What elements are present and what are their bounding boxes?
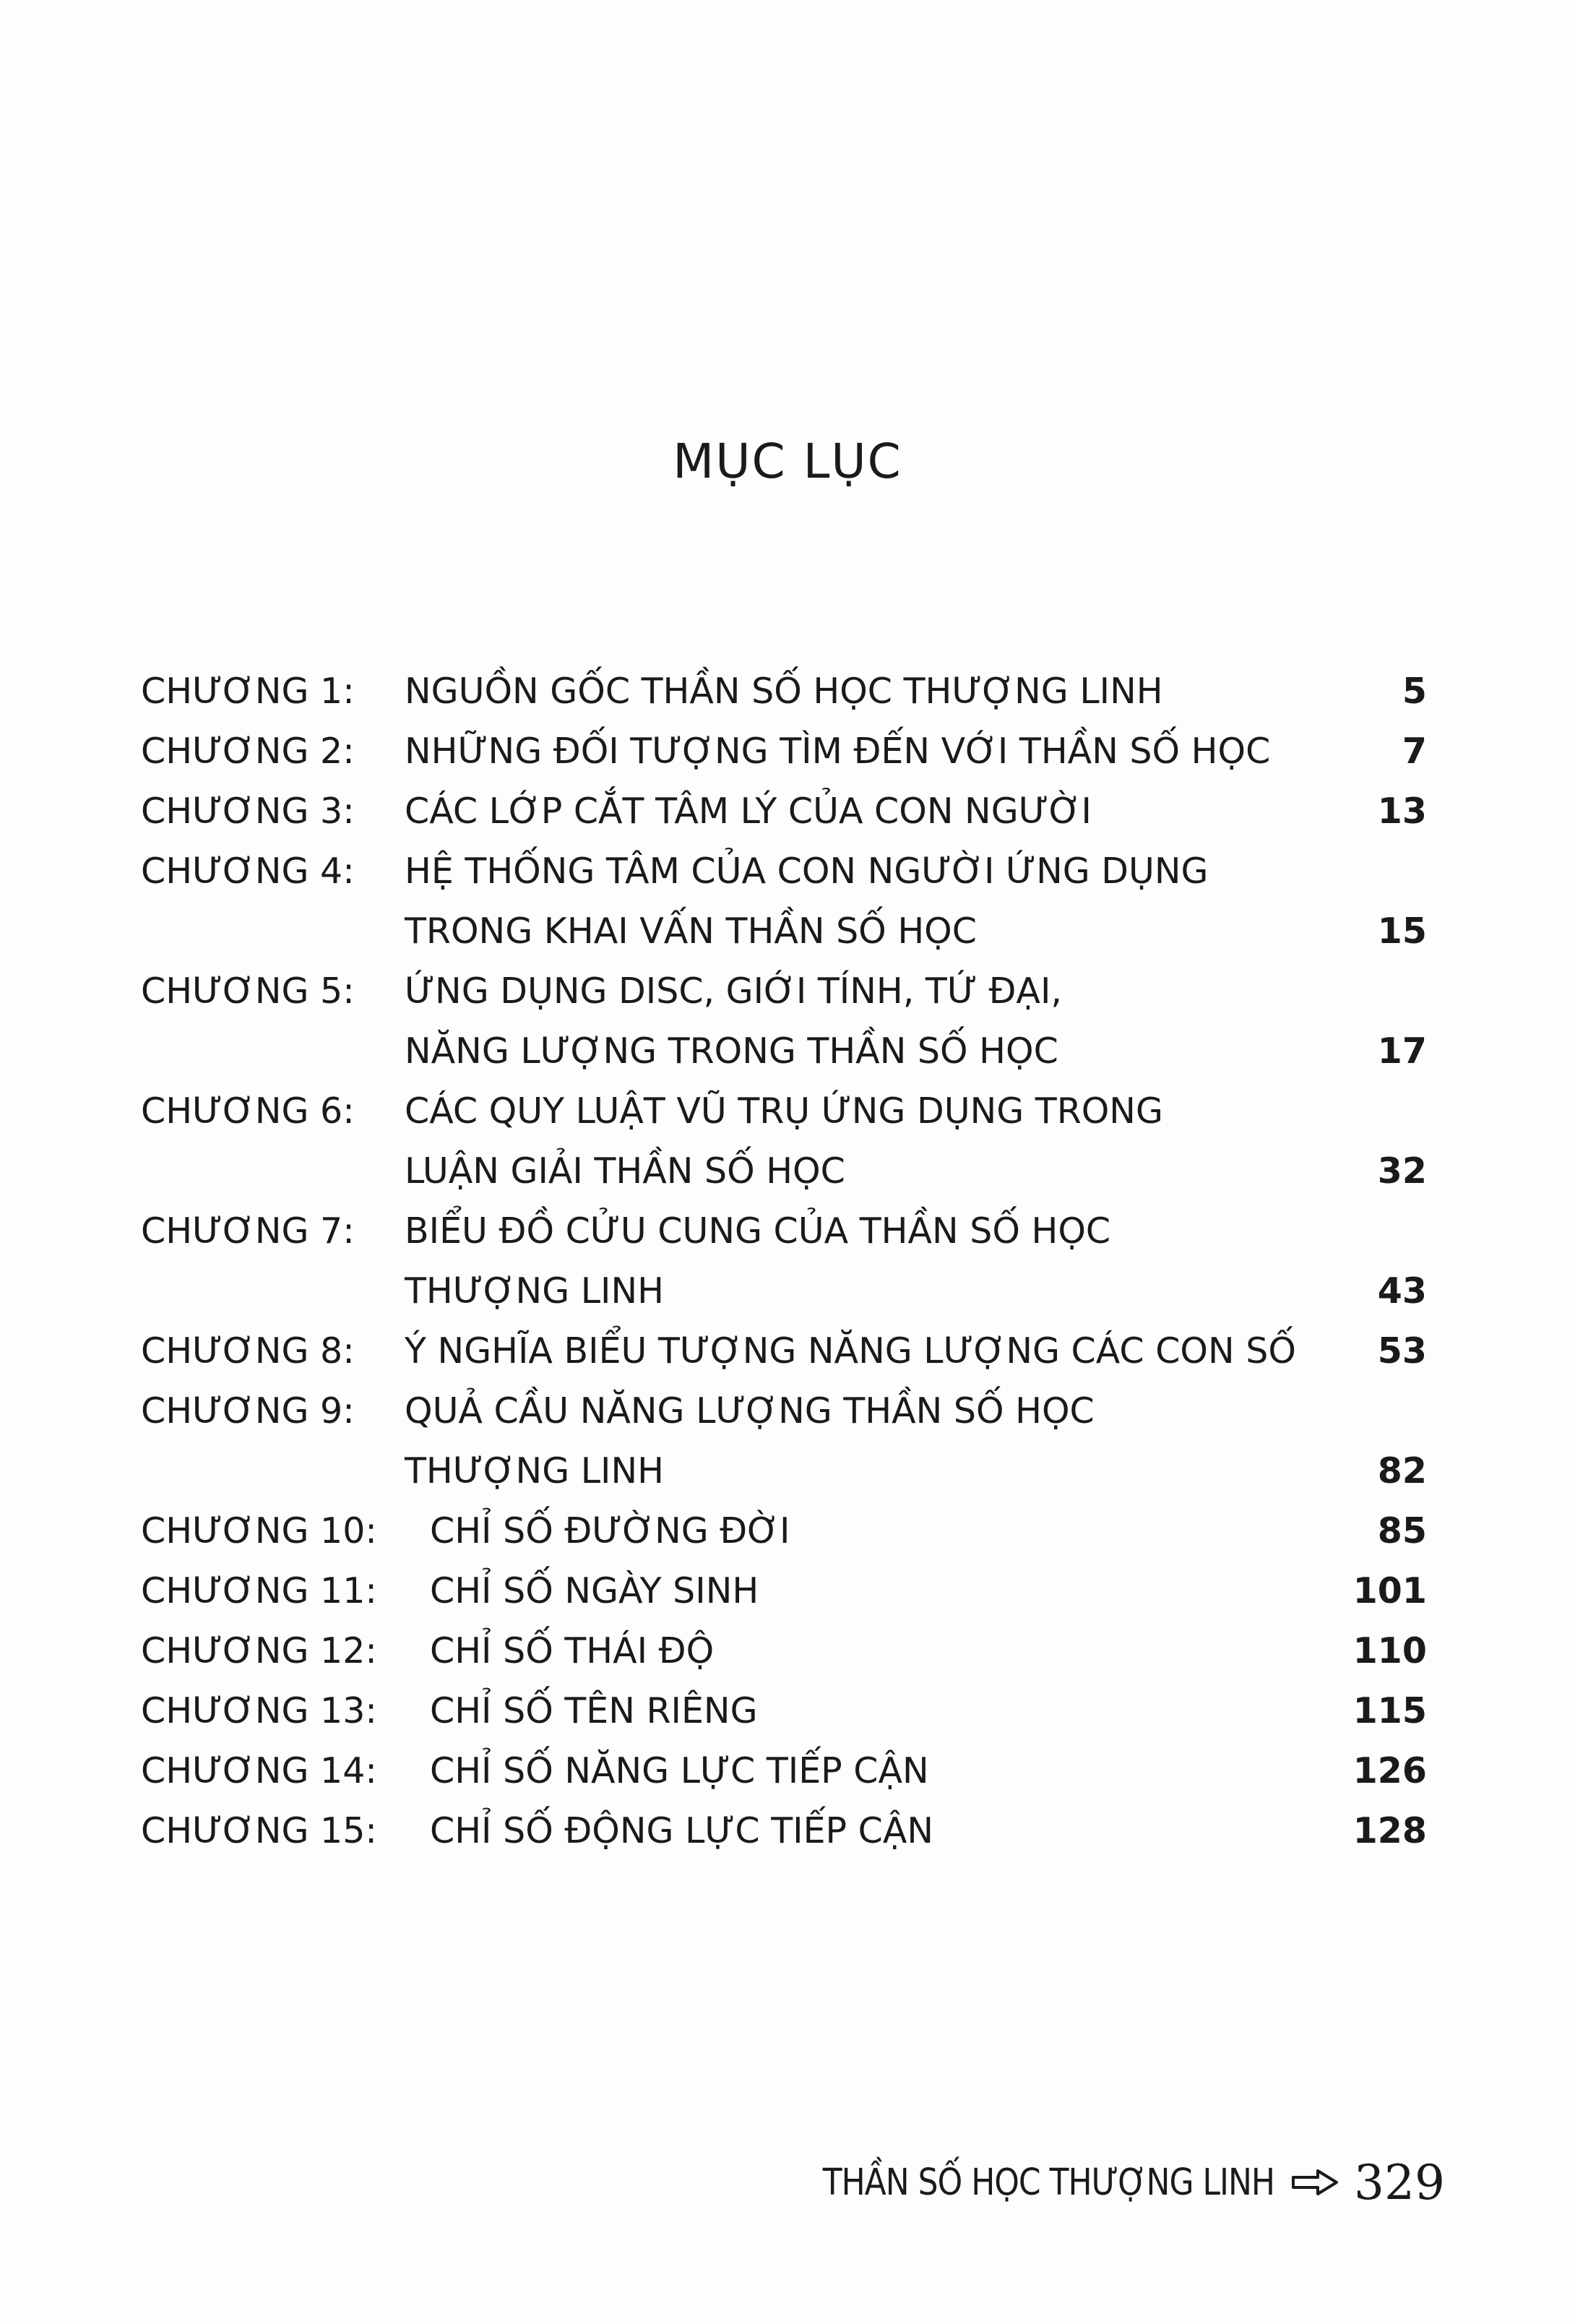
toc-entry bbox=[141, 1501, 1427, 1561]
chapter-label: CHƯƠNG 1: bbox=[141, 671, 355, 712]
chapter-label: CHƯƠNG 15: bbox=[141, 1810, 377, 1851]
toc-entry bbox=[141, 781, 1427, 841]
chapter-title: CHỈ SỐ ĐỘNG LỰC TIẾP CẬN bbox=[430, 1810, 934, 1851]
toc-line bbox=[141, 1501, 1427, 1561]
chapter-page-number: 15 bbox=[1377, 911, 1427, 952]
chapter-label: CHƯƠNG 12: bbox=[141, 1630, 377, 1671]
toc-entry bbox=[141, 1381, 1427, 1501]
toc-line bbox=[141, 1321, 1427, 1381]
running-footer bbox=[823, 2150, 1445, 2215]
chapter-page-number: 13 bbox=[1377, 791, 1427, 832]
chapter-title: NGUỒN GỐC THẦN SỐ HỌC THƯỢNG LINH bbox=[405, 671, 1163, 712]
chapter-page-number: 17 bbox=[1377, 1030, 1427, 1072]
chapter-page-number: 115 bbox=[1352, 1690, 1427, 1731]
chapter-page-number: 110 bbox=[1352, 1630, 1427, 1671]
toc-entry bbox=[141, 1681, 1427, 1741]
toc-line bbox=[141, 1681, 1427, 1741]
toc-entry bbox=[141, 1561, 1427, 1621]
chapter-title: ỨNG DỤNG DISC, GIỚI TÍNH, TỨ ĐẠI, bbox=[405, 971, 1062, 1012]
chapter-page-number: 128 bbox=[1352, 1810, 1427, 1851]
toc-line bbox=[141, 1201, 1427, 1261]
chapter-title: BIỂU ĐỒ CỬU CUNG CỦA THẦN SỐ HỌC bbox=[405, 1210, 1111, 1252]
toc-entry bbox=[141, 1321, 1427, 1381]
chapter-title: NHỮNG ĐỐI TƯỢNG TÌM ĐẾN VỚI THẦN SỐ HỌC bbox=[405, 731, 1271, 772]
toc-line bbox=[141, 1021, 1427, 1081]
chapter-title: NĂNG LƯỢNG TRONG THẦN SỐ HỌC bbox=[405, 1030, 1058, 1072]
page-number: 329 bbox=[1354, 2154, 1445, 2211]
toc-entry bbox=[141, 721, 1427, 781]
chapter-title: HỆ THỐNG TÂM CỦA CON NGƯỜI ỨNG DỤNG bbox=[405, 851, 1209, 892]
toc-line bbox=[141, 1741, 1427, 1801]
chapter-label: CHƯƠNG 10: bbox=[141, 1510, 377, 1552]
chapter-page-number: 101 bbox=[1352, 1570, 1427, 1611]
chapter-page-number: 85 bbox=[1377, 1510, 1427, 1552]
toc-line bbox=[141, 1081, 1427, 1141]
chapter-label: CHƯƠNG 4: bbox=[141, 851, 355, 892]
chapter-label: CHƯƠNG 13: bbox=[141, 1690, 377, 1731]
footer-book-title: THẦN SỐ HỌC THƯỢNG LINH bbox=[822, 2161, 1275, 2204]
toc-line bbox=[141, 1261, 1427, 1321]
chapter-title: TRONG KHAI VẤN THẦN SỐ HỌC bbox=[405, 911, 977, 952]
toc-line bbox=[141, 961, 1427, 1021]
toc-entry bbox=[141, 1621, 1427, 1681]
toc-entry bbox=[141, 1801, 1427, 1861]
chapter-label: CHƯƠNG 2: bbox=[141, 731, 355, 772]
chapter-label: CHƯƠNG 8: bbox=[141, 1330, 355, 1372]
page-title: MỤC LỤC bbox=[673, 434, 902, 489]
chapter-title: LUẬN GIẢI THẦN SỐ HỌC bbox=[405, 1150, 845, 1192]
chapter-label: CHƯƠNG 3: bbox=[141, 791, 355, 832]
chapter-label: CHƯƠNG 11: bbox=[141, 1570, 377, 1611]
chapter-title: CÁC LỚP CẮT TÂM LÝ CỦA CON NGƯỜI bbox=[405, 791, 1092, 832]
chapter-page-number: 53 bbox=[1377, 1330, 1427, 1372]
toc-entry bbox=[141, 961, 1427, 1081]
chapter-title: CHỈ SỐ THÁI ĐỘ bbox=[430, 1630, 715, 1671]
table-of-contents bbox=[141, 661, 1427, 1861]
toc-line bbox=[141, 721, 1427, 781]
chapter-label: CHƯƠNG 6: bbox=[141, 1090, 355, 1132]
toc-entry bbox=[141, 661, 1427, 721]
chapter-title: CHỈ SỐ NGÀY SINH bbox=[430, 1570, 759, 1611]
toc-line bbox=[141, 1801, 1427, 1861]
toc-entry bbox=[141, 1741, 1427, 1801]
toc-entry bbox=[141, 1201, 1427, 1321]
toc-line bbox=[141, 1381, 1427, 1441]
chapter-page-number: 7 bbox=[1402, 731, 1427, 772]
arrow-right-icon bbox=[1290, 2168, 1341, 2197]
chapter-title: Ý NGHĨA BIỂU TƯỢNG NĂNG LƯỢNG CÁC CON SỐ bbox=[405, 1330, 1296, 1372]
chapter-title: CÁC QUY LUẬT VŨ TRỤ ỨNG DỤNG TRONG bbox=[405, 1090, 1163, 1132]
toc-entry bbox=[141, 1081, 1427, 1201]
chapter-label: CHƯƠNG 14: bbox=[141, 1750, 377, 1791]
chapter-label: CHƯƠNG 9: bbox=[141, 1390, 355, 1432]
toc-entry bbox=[141, 841, 1427, 961]
chapter-title: CHỈ SỐ ĐƯỜNG ĐỜI bbox=[430, 1510, 790, 1552]
toc-line bbox=[141, 1441, 1427, 1501]
chapter-label: CHƯƠNG 7: bbox=[141, 1210, 355, 1252]
toc-line bbox=[141, 1561, 1427, 1621]
toc-line bbox=[141, 661, 1427, 721]
chapter-title: CHỈ SỐ NĂNG LỰC TIẾP CẬN bbox=[430, 1750, 929, 1791]
chapter-page-number: 82 bbox=[1377, 1450, 1427, 1492]
chapter-label: CHƯƠNG 5: bbox=[141, 971, 355, 1012]
chapter-title: CHỈ SỐ TÊN RIÊNG bbox=[430, 1690, 758, 1731]
toc-line bbox=[141, 1141, 1427, 1201]
chapter-page-number: 43 bbox=[1377, 1270, 1427, 1312]
toc-line bbox=[141, 901, 1427, 961]
toc-line bbox=[141, 1621, 1427, 1681]
chapter-page-number: 5 bbox=[1402, 671, 1427, 712]
toc-line bbox=[141, 781, 1427, 841]
chapter-title: THƯỢNG LINH bbox=[405, 1450, 665, 1492]
chapter-title: THƯỢNG LINH bbox=[405, 1270, 665, 1312]
toc-line bbox=[141, 841, 1427, 901]
chapter-page-number: 32 bbox=[1377, 1150, 1427, 1192]
chapter-title: QUẢ CẦU NĂNG LƯỢNG THẦN SỐ HỌC bbox=[405, 1390, 1095, 1432]
chapter-page-number: 126 bbox=[1352, 1750, 1427, 1791]
